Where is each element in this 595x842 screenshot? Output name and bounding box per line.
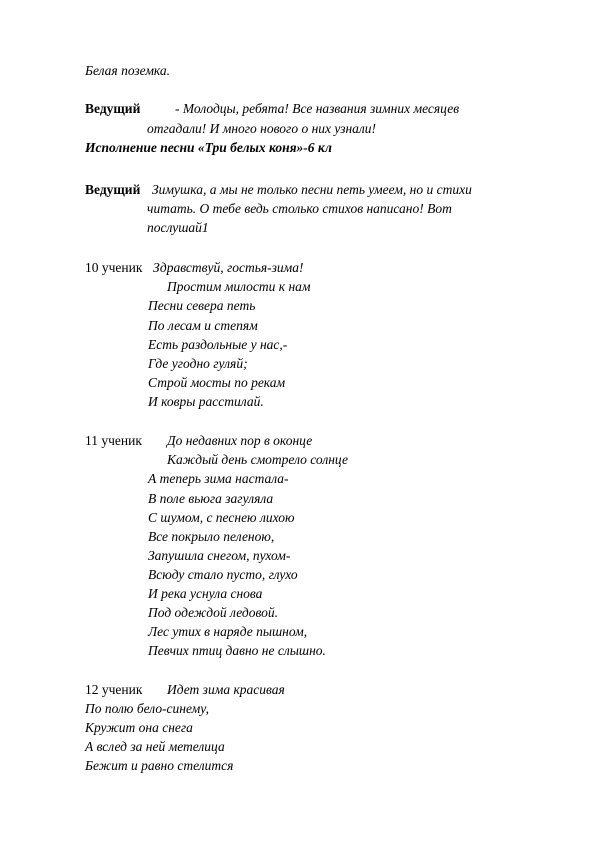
poem-line: По лесам и степям (148, 318, 258, 333)
poem-line: Кружит она снега (85, 720, 193, 735)
speaker-label: 12 ученик (85, 682, 143, 697)
speaker-label: 10 ученик (85, 260, 143, 275)
poem-line: Каждый день смотрело солнце (167, 452, 348, 467)
poem-line: А вслед за ней метелица (85, 739, 225, 754)
poem-line: Идет зима красивая (167, 682, 285, 697)
speech-line: - Молодцы, ребята! Все названия зимних месяцев (175, 101, 460, 116)
poem-line: Здравствуй, гостья-зима! (153, 260, 304, 275)
poem-line: И ковры расстилай. (148, 394, 264, 409)
poem-line: Есть раздольные у нас,- (148, 337, 288, 352)
poem-line: Простим милости к нам (167, 279, 311, 294)
poem-line: Все покрыло пеленою, (148, 529, 275, 544)
speech-line: Зимушка, а мы не только песни петь умеем, но и стихи (152, 182, 472, 197)
speaker-label: 11 ученик (85, 433, 142, 448)
poem-line: Лес утих в наряде пышном, (148, 624, 308, 639)
poem-line: Всюду стало пусто, глухо (148, 567, 298, 582)
poem-line: В поле вьюга загуляла (148, 491, 274, 506)
poem-line: Где угодно гуляй; (148, 356, 248, 371)
poem-line: Песни севера петь (148, 298, 256, 313)
performance-heading: Исполнение песни «Три белых коня»-6 кл (85, 140, 332, 155)
poem-line: Певчих птиц давно не слышно. (148, 643, 326, 658)
speech-line: послушай1 (147, 220, 209, 235)
poem-line: И река уснула снова (148, 586, 263, 601)
poem-line: Строй мосты по рекам (148, 375, 286, 390)
speech-line: читать. О тебе ведь столько стихов написано! Вот (147, 201, 452, 216)
speech-line: отгадали! И много нового о них узнали! (147, 121, 377, 136)
poem-line: А теперь зима настала- (148, 471, 289, 486)
poem-line: Под одеждой ледовой. (148, 605, 279, 620)
speaker-label: Ведущий (85, 182, 141, 197)
poem-line: Бежит и равно стелится (85, 758, 234, 773)
poem-line: До недавних пор в оконце (167, 433, 313, 448)
poem-line: С шумом, с песнею лихою (148, 510, 295, 525)
speaker-label: Ведущий (85, 101, 141, 116)
poem-line: По полю бело-синему, (85, 701, 209, 716)
document-title: Белая поземка. (85, 63, 171, 78)
poem-line: Запушила снегом, пухом- (148, 548, 291, 563)
